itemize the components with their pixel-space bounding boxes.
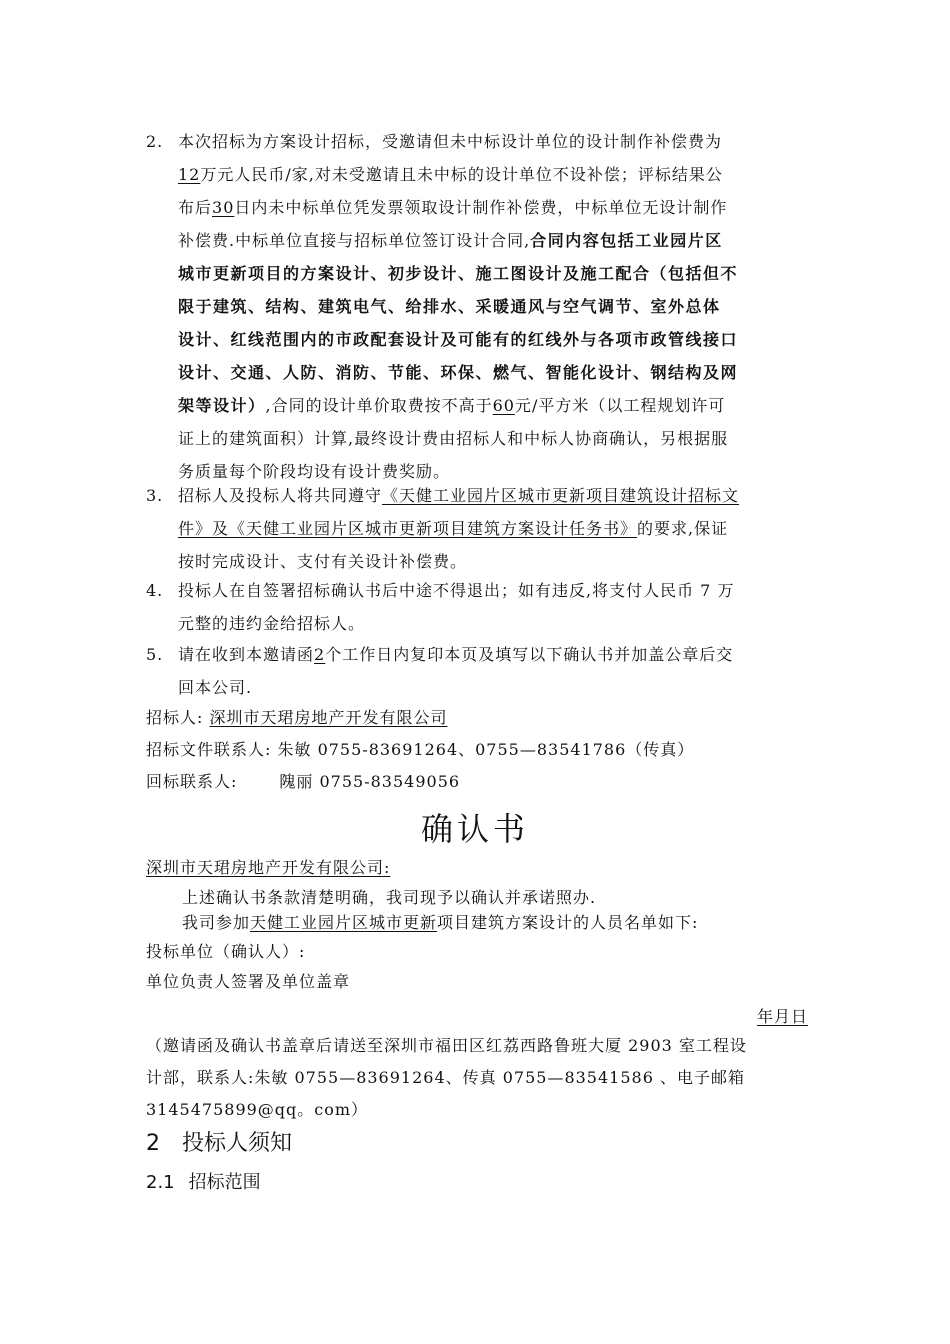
compensation-amount: 12 xyxy=(178,165,201,184)
clause-line: 补偿费.中标单位直接与招标单位签订设计合同,合同内容包括工业园片区 xyxy=(178,231,723,250)
clause-line: 按时完成设计、支付有关设计补偿费。 xyxy=(178,552,468,571)
clause-line: 元整的违约金给招标人。 xyxy=(178,614,366,633)
unit-price: 60 xyxy=(492,396,515,415)
section-heading xyxy=(146,1126,292,1157)
working-days: 2 xyxy=(314,645,326,664)
days-value: 30 xyxy=(212,198,235,217)
delivery-note: （邀请函及确认书盖章后请送至深圳市福田区红荔西路鲁班大厦 2903 室工程设 xyxy=(146,1036,747,1055)
clause-line: 布后30日内未中标单位凭发票领取设计制作补偿费，中标单位无设计制作 xyxy=(178,198,728,217)
return-contact-row xyxy=(146,772,460,792)
clause-line: 架等设计）,合同的设计单价取费按不高于60元/平方米（以工程规划许可 xyxy=(178,396,726,415)
clause-number: 4. xyxy=(146,581,164,600)
project-name: 天健工业园片区城市更新 xyxy=(250,913,438,932)
confirmation-title: 确认书 xyxy=(420,810,529,848)
clause-line: 招标人及投标人将共同遵守《天健工业园片区城市更新项目建筑设计招标文 xyxy=(178,486,740,505)
clause-line: 设计、交通、人防、消防、节能、环保、燃气、智能化设计、钢结构及网 xyxy=(178,363,739,382)
delivery-note: 3145475899@qq。com） xyxy=(146,1100,369,1119)
date-label: 年月日 xyxy=(756,1007,808,1026)
clause-line: 务质量每个阶段均设有设计费奖励。 xyxy=(178,462,451,481)
document-reference: 件》及《天健工业园片区城市更新项目建筑方案设计任务书》 xyxy=(178,519,638,538)
clause-number: 2. xyxy=(146,132,164,151)
clause-line: 请在收到本邀请函2个工作日内复印本页及填写以下确认书并加盖公章后交 xyxy=(178,645,734,664)
delivery-note: 计部，联系人:朱敏 0755—83691264、传真 0755—83541586 、电子邮箱 xyxy=(146,1068,745,1087)
return-contact-value: 隗丽 0755-83549056 xyxy=(279,772,461,791)
confirmation-paragraph: 上述确认书条款清楚明确，我司现予以确认并承诺照办. xyxy=(182,888,597,907)
section-number: 2 xyxy=(146,1131,160,1156)
clause-line: 证上的建筑面积）计算,最终设计费由招标人和中标人协商确认，另根据服 xyxy=(178,429,729,448)
unit-label: 投标单位（确认人）: xyxy=(146,942,306,961)
clause-line: 回本公司. xyxy=(178,678,253,697)
confirmation-paragraph: 我司参加天健工业园片区城市更新项目建筑方案设计的人员名单如下: xyxy=(182,913,699,932)
subsection-title: 招标范围 xyxy=(188,1172,261,1193)
bidder-row xyxy=(146,708,448,728)
clause-line: 城市更新项目的方案设计、初步设计、施工图设计及施工配合（包括但不 xyxy=(178,264,739,283)
clause-line: 限于建筑、结构、建筑电气、给排水、采暖通风与空气调节、室外总体 xyxy=(178,297,721,316)
clause-line: 设计、红线范围内的市政配套设计及可能有的红线外与各项市政管线接口 xyxy=(178,330,739,349)
subsection-number: 2.1 xyxy=(146,1172,175,1193)
clause-line: 本次招标为方案设计招标，受邀请但未中标设计单位的设计制作补偿费为 xyxy=(178,132,723,151)
clause-line: 投标人在自签署招标确认书后中途不得退出；如有违反,将支付人民币 7 万 xyxy=(178,581,735,600)
bidder-value: 深圳市天珺房地产开发有限公司 xyxy=(209,708,448,727)
bidder-label: 招标人: xyxy=(146,708,204,727)
addressee: 深圳市天珺房地产开发有限公司: xyxy=(146,858,391,877)
clause-line: 12万元人民币/家,对未受邀请且未中标的设计单位不设补偿；评标结果公 xyxy=(178,165,723,184)
document-reference: 《天健工业园片区城市更新项目建筑设计招标文 xyxy=(382,486,740,505)
clause-number: 3. xyxy=(146,486,164,505)
section-title: 投标人须知 xyxy=(182,1131,293,1156)
sign-label: 单位负责人签署及单位盖章 xyxy=(146,972,351,991)
subsection-heading xyxy=(146,1168,261,1194)
clause-line: 件》及《天健工业园片区城市更新项目建筑方案设计任务书》的要求,保证 xyxy=(178,519,729,538)
return-contact-label: 回标联系人: xyxy=(146,772,238,791)
clause-number: 5. xyxy=(146,645,164,664)
doc-contact-row: 招标文件联系人: 朱敏 0755-83691264、0755—83541786（传真） xyxy=(146,740,695,759)
